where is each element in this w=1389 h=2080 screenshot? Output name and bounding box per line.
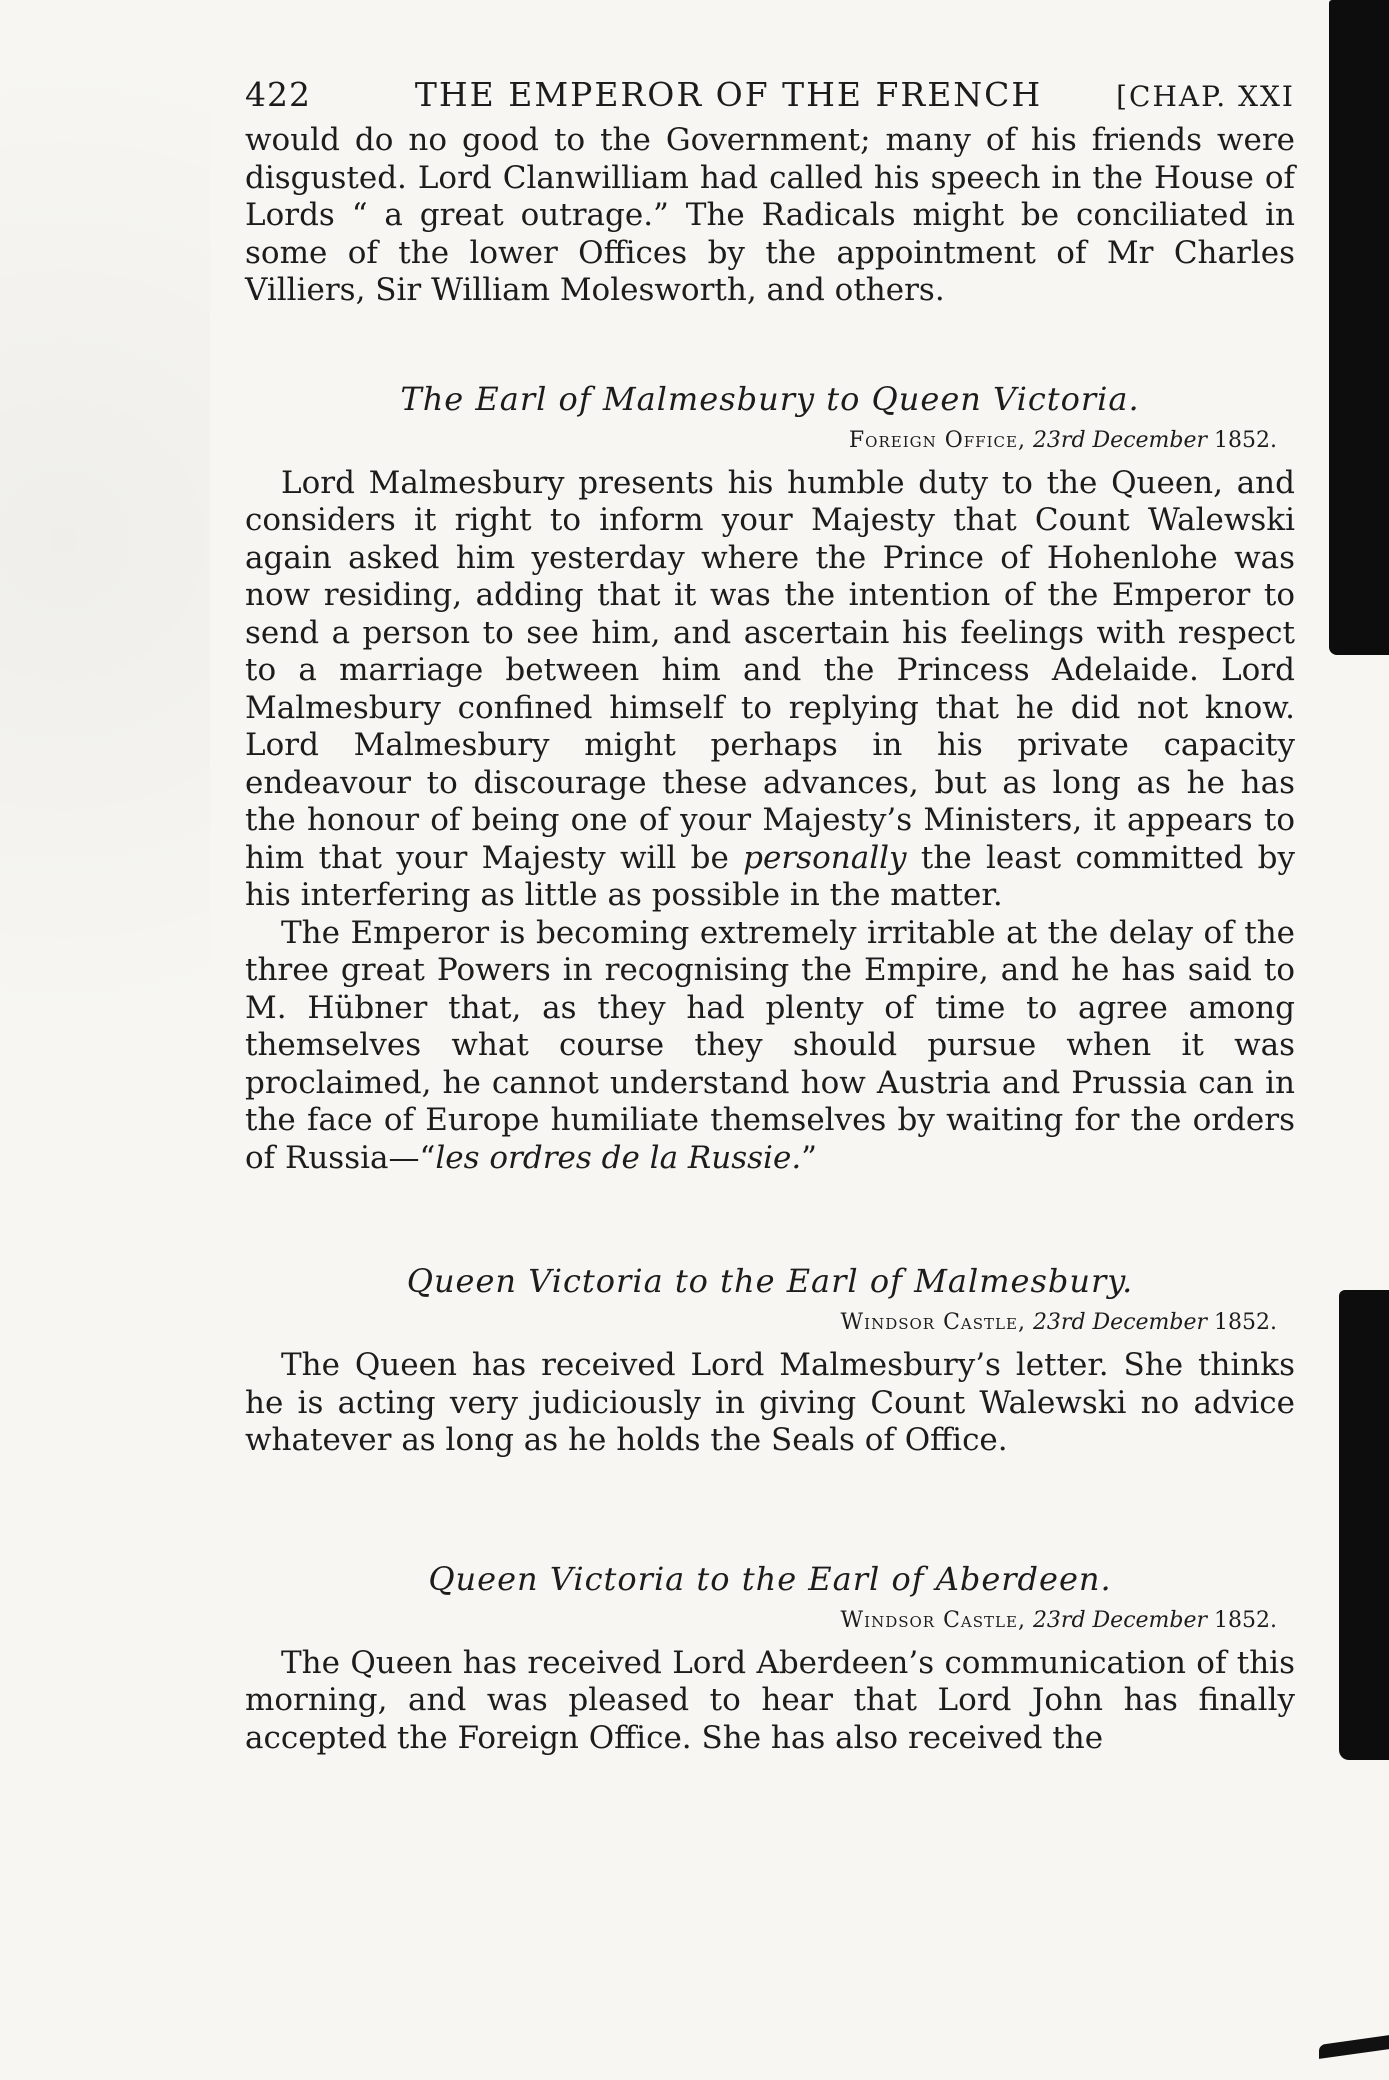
opening-paragraph: would do no good to the Government; many of his friends were disgusted. Lord Clanwilliam had called his speech in the House of Lords “ a great outrage.” The Radicals might be conciliated in some of the lower Offices by the appointment of Mr Charles Villiers, Sir William Molesworth, and others.	[245, 122, 1295, 308]
letter-paragraph	[245, 915, 1295, 1178]
emphasis-text: personally	[743, 839, 907, 876]
page-body	[245, 75, 1295, 1757]
dateline-year: 1852.	[1214, 1310, 1277, 1335]
dateline-month: December	[1092, 1607, 1208, 1633]
letter-paragraph	[245, 465, 1295, 915]
dateline-month: December	[1092, 427, 1208, 453]
dateline-month: December	[1092, 1310, 1208, 1335]
dateline-place: Windsor Castle,	[840, 1310, 1026, 1335]
scan-edge-middle	[1339, 1290, 1389, 1760]
closing-quote: ”	[801, 1139, 818, 1176]
paragraph-text: the least committed by his interfering as little as possible in the matter.	[245, 839, 1295, 913]
dateline-year: 1852.	[1214, 427, 1277, 453]
dateline-day: 23rd	[1032, 427, 1086, 453]
letter-heading-queen-to-aberdeen: Queen Victoria to the Earl of Aberdeen.	[428, 1559, 1112, 1598]
dateline-place: Windsor Castle,	[840, 1607, 1026, 1633]
scan-edge-top	[1329, 0, 1389, 655]
emphasis-text: les ordres de la Russie.	[435, 1139, 802, 1176]
dateline-windsor	[245, 1608, 1277, 1633]
paragraph-text: Lord Malmesbury presents his humble duty to the Queen, and considers it right to inform your Majesty that Count Walewski again asked him yesterday where the Prince of Hohenlohe was now residing, adding that it was the intention of the Emperor to send a person to see him, and ascertain his feelings with respect to a marriage between him and the Princess Adelaide. Lord Malmesbury confined himself to replying that he did not know. Lord Malmesbury might perhaps in his private capacity endeavour to discourage these advances, but as long as he has the honour of being one of your Majesty’s Ministers, it appears to him that your Majesty will be	[245, 464, 1295, 876]
dateline-day: 23rd	[1032, 1607, 1086, 1633]
running-title: THE EMPEROR OF THE FRENCH	[414, 75, 1043, 114]
dateline-year: 1852.	[1214, 1607, 1277, 1633]
chapter-label: [CHAP. XXI	[1116, 80, 1295, 113]
paragraph-text: The Emperor is becoming extremely irritable at the delay of the three great Powers in recognising the Empire, and he has said to M. Hübner that, as they had plenty of time to agree among themselves what course they should pursue when it was proclaimed, he cannot understand how Austria and Prussia can in the face of Europe humiliate themselves by waiting for the orders of Russia—“	[245, 914, 1295, 1176]
page-number: 422	[245, 75, 311, 114]
dateline-foreign-office	[245, 428, 1277, 453]
dateline-day: 23rd	[1032, 1310, 1086, 1335]
running-head	[245, 75, 1295, 114]
letter-heading-malmesbury: The Earl of Malmesbury to Queen Victoria.	[400, 379, 1140, 418]
scan-edge-bottom	[1319, 2035, 1389, 2059]
dateline-windsor	[245, 1310, 1277, 1335]
letter-heading-queen-to-malmesbury: Queen Victoria to the Earl of Malmesbury.	[406, 1262, 1134, 1300]
dateline-place: Foreign Office,	[848, 427, 1026, 453]
letter-paragraph: The Queen has received Lord Aberdeen’s communication of this morning, and was pleased to hear that Lord John has finally accepted the Foreign Office. She has also received the	[245, 1644, 1295, 1756]
scan-shadow-left	[0, 0, 210, 1350]
letter-paragraph: The Queen has received Lord Malmesbury’s letter. She thinks he is acting very judiciously in giving Count Walewski no advice whatever as long as he holds the Seals of Office.	[245, 1347, 1295, 1458]
